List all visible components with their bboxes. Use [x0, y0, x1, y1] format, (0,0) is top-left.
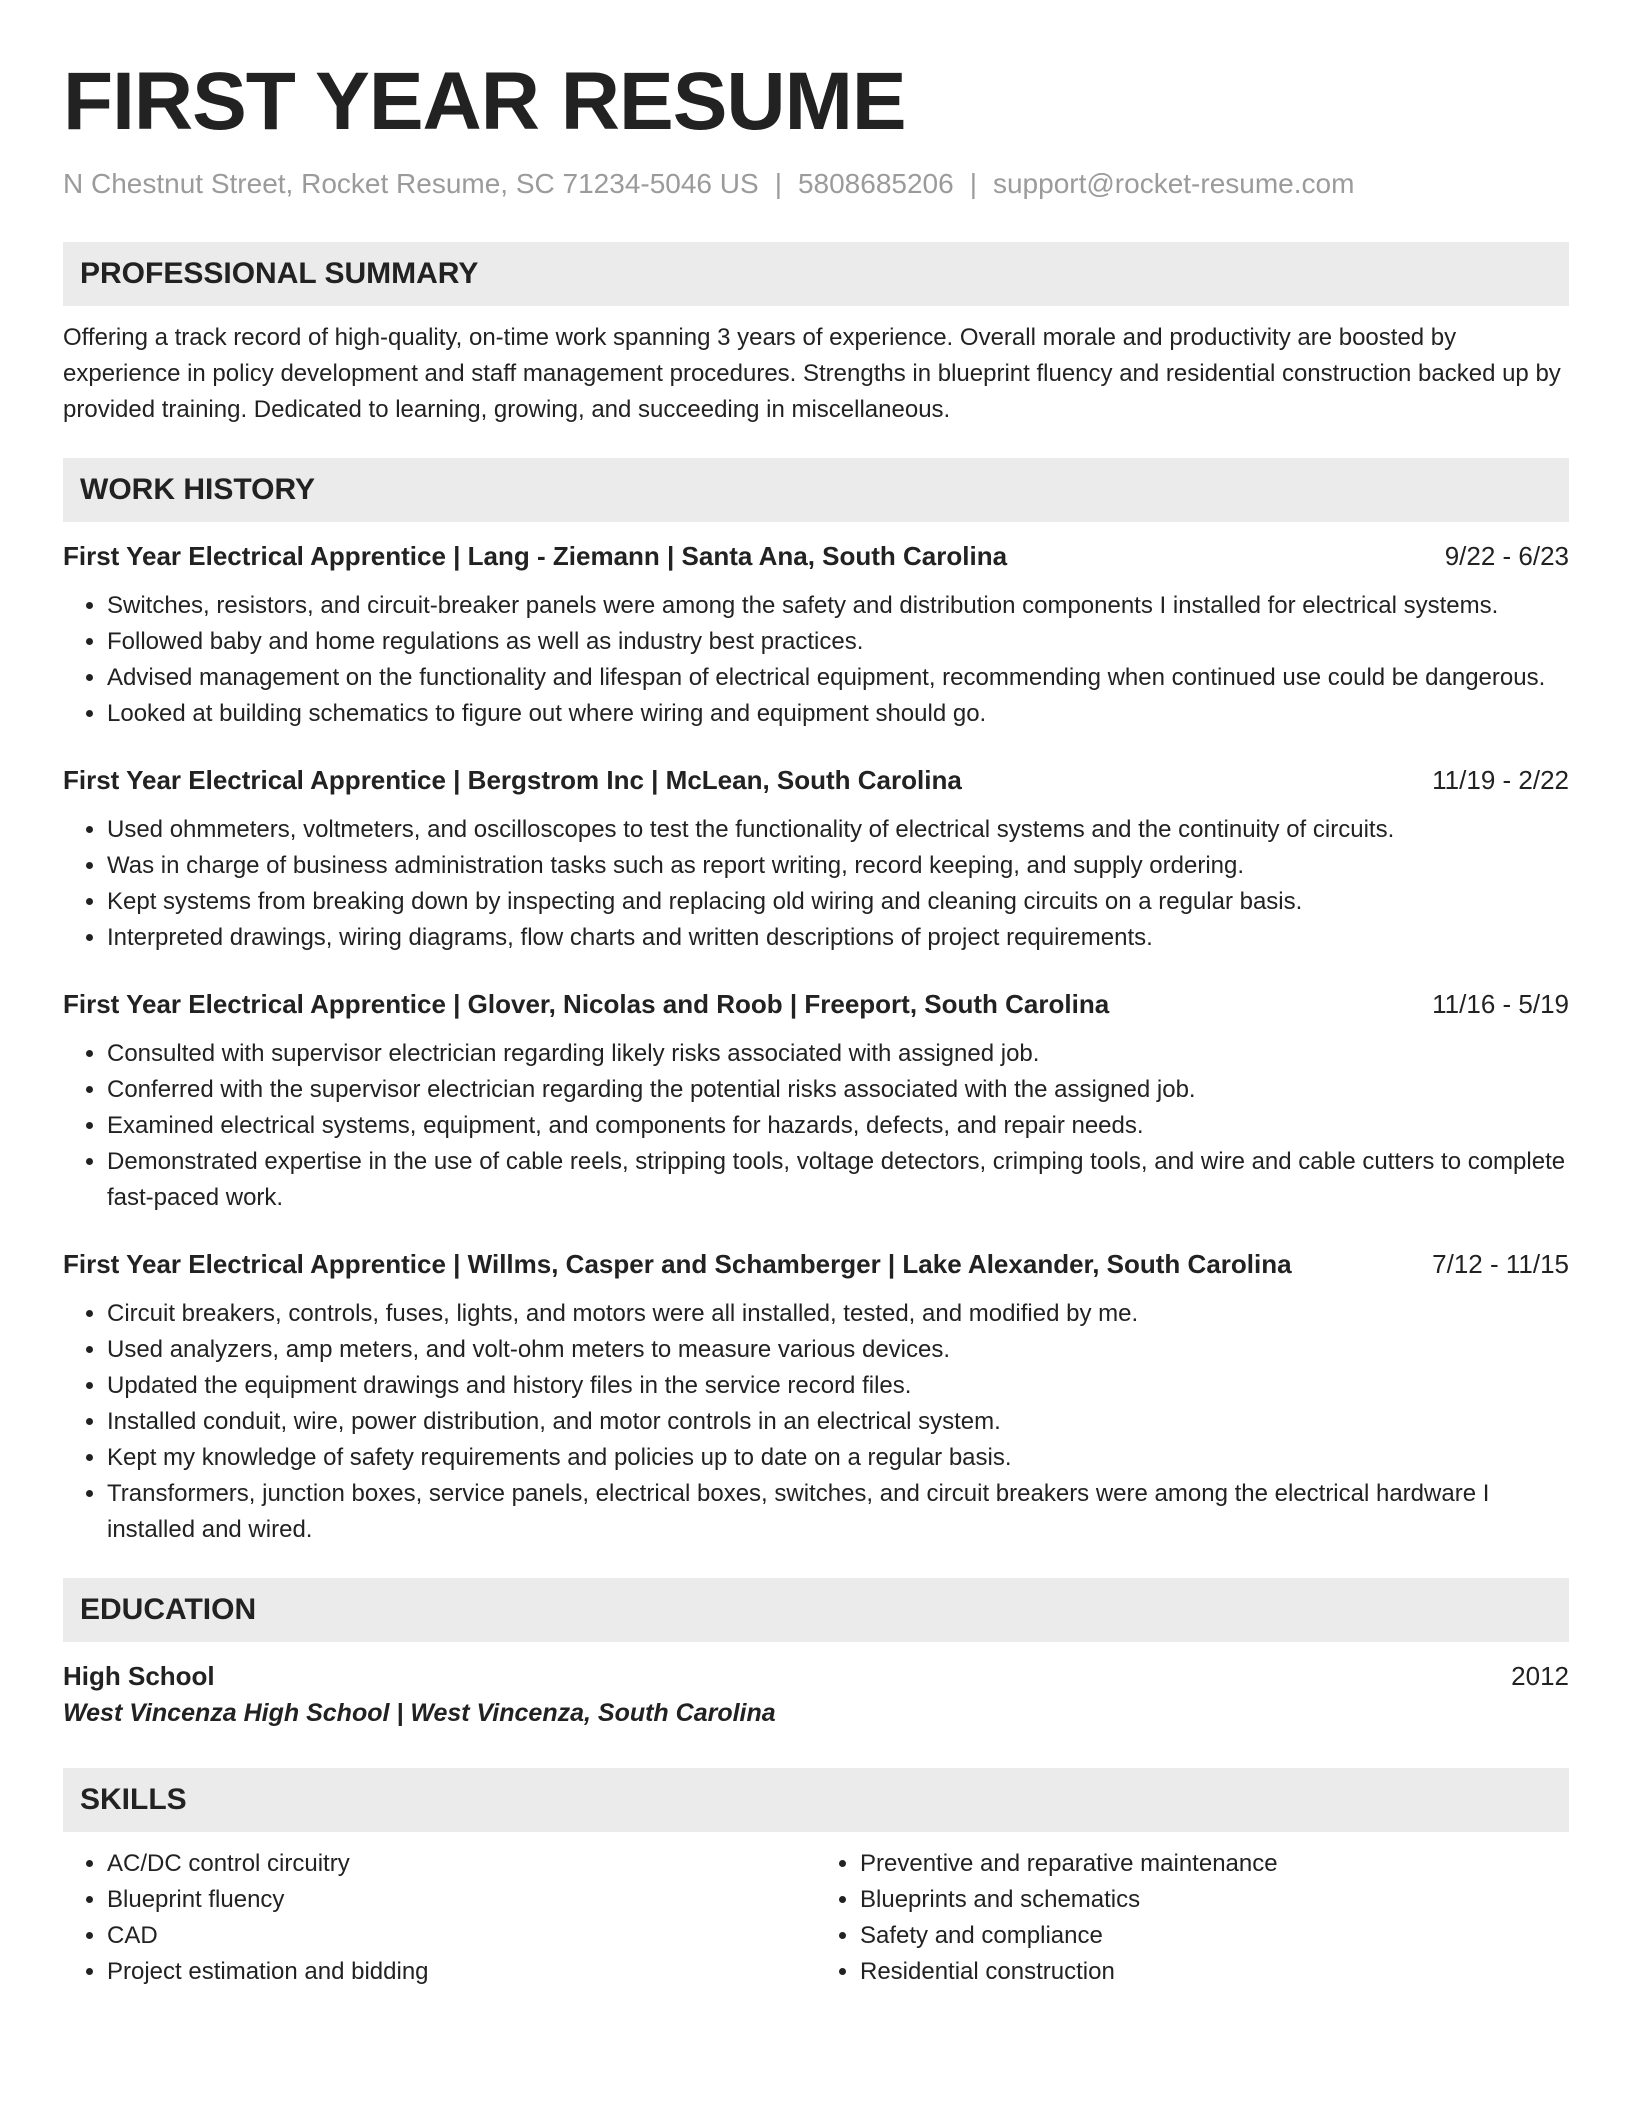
skills-left-column	[63, 1846, 816, 1990]
skill-item: • AC/DC control circuitry	[107, 1846, 816, 1882]
job-bullet: • Kept systems from breaking down by inspecting and replacing old wiring and cleaning circuits on a regular basis.	[107, 884, 1569, 920]
job-bullet: • Installed conduit, wire, power distribution, and motor controls in an electrical system.	[107, 1404, 1569, 1440]
skill-item: • Residential construction	[860, 1954, 1569, 1990]
job-bullet: • Interpreted drawings, wiring diagrams, flow charts and written descriptions of project requirements.	[107, 920, 1569, 956]
job-date: 11/19 - 2/22	[1432, 765, 1569, 795]
job-bullet: • Transformers, junction boxes, service panels, electrical boxes, switches, and circuit breakers were among the electrical hardware I installed and wired.	[107, 1476, 1569, 1548]
section-header-education: EDUCATION	[63, 1578, 1569, 1642]
job-bullets	[63, 1036, 1569, 1216]
contact-address: N Chestnut Street, Rocket Resume, SC 71234-5046 US	[63, 168, 759, 199]
job-bullet: • Switches, resistors, and circuit-breaker panels were among the safety and distribution components I installed for electrical systems.	[107, 588, 1569, 624]
job-bullet: • Demonstrated expertise in the use of cable reels, stripping tools, voltage detectors, crimping tools, and wire and cable cutters to complete fast-paced work.	[107, 1144, 1569, 1216]
skill-item: • Preventive and reparative maintenance	[860, 1846, 1569, 1882]
job-bullet: • Was in charge of business administration tasks such as report writing, record keeping, and supply ordering.	[107, 848, 1569, 884]
job-entry	[63, 1246, 1569, 1548]
job-bullet: • Updated the equipment drawings and history files in the service record files.	[107, 1368, 1569, 1404]
contact-phone: 5808685206	[797, 168, 954, 199]
job-bullet: • Advised management on the functionality and lifespan of electrical equipment, recommending when continued use could be dangerous.	[107, 660, 1569, 696]
contact-line	[63, 164, 1569, 204]
skill-item: • Blueprint fluency	[107, 1882, 816, 1918]
summary-text: Offering a track record of high-quality, on-time work spanning 3 years of experience. Overall morale and productivity are boosted by experience in policy development and staff management procedures. Strengths in blueprint fluency and residential construction backed up by provided training. Dedicated to learning, growing, and succeeding in miscellaneous.	[63, 324, 1561, 423]
job-bullet: • Consulted with supervisor electrician regarding likely risks associated with assigned job.	[107, 1036, 1569, 1072]
job-bullet: • Kept my knowledge of safety requirements and policies up to date on a regular basis.	[107, 1440, 1569, 1476]
skills-right-column	[816, 1846, 1569, 1990]
section-header-summary: PROFESSIONAL SUMMARY	[63, 242, 1569, 306]
education-heading-row	[63, 1658, 1569, 1694]
section-header-work-history: WORK HISTORY	[63, 458, 1569, 522]
skill-item: • CAD	[107, 1918, 816, 1954]
contact-separator: |	[969, 168, 977, 199]
job-bullet: • Conferred with the supervisor electrician regarding the potential risks associated with the assigned job.	[107, 1072, 1569, 1108]
job-bullets	[63, 588, 1569, 732]
skill-item: • Safety and compliance	[860, 1918, 1569, 1954]
resume-title: FIRST YEAR RESUME	[63, 56, 906, 147]
job-entry	[63, 762, 1569, 956]
job-heading: First Year Electrical Apprentice | Willms, Casper and Schamberger | Lake Alexander, South Carolina	[63, 1249, 1292, 1279]
job-heading-row	[63, 986, 1569, 1022]
skills-columns	[63, 1846, 1569, 1990]
skill-item: • Project estimation and bidding	[107, 1954, 816, 1990]
job-bullet: • Circuit breakers, controls, fuses, lights, and motors were all installed, tested, and modified by me.	[107, 1296, 1569, 1332]
job-heading-row	[63, 538, 1569, 574]
job-date: 7/12 - 11/15	[1432, 1249, 1569, 1279]
education-school: West Vincenza High School | West Vincenza, South Carolina	[63, 1699, 776, 1727]
education-degree: High School	[63, 1661, 215, 1691]
job-entry	[63, 986, 1569, 1216]
section-header-skills: SKILLS	[63, 1768, 1569, 1832]
job-bullet: • Used analyzers, amp meters, and volt-ohm meters to measure various devices.	[107, 1332, 1569, 1368]
job-entry	[63, 538, 1569, 732]
education-year: 2012	[1511, 1661, 1569, 1691]
job-bullets	[63, 1296, 1569, 1548]
job-bullets	[63, 812, 1569, 956]
job-bullet: • Used ohmmeters, voltmeters, and oscilloscopes to test the functionality of electrical systems and the continuity of circuits.	[107, 812, 1569, 848]
job-date: 11/16 - 5/19	[1432, 989, 1569, 1019]
job-bullet: • Followed baby and home regulations as well as industry best practices.	[107, 624, 1569, 660]
job-bullet: • Looked at building schematics to figure out where wiring and equipment should go.	[107, 696, 1569, 732]
job-heading: First Year Electrical Apprentice | Bergstrom Inc | McLean, South Carolina	[63, 765, 962, 795]
job-bullet: • Examined electrical systems, equipment, and components for hazards, defects, and repair needs.	[107, 1108, 1569, 1144]
job-heading-row	[63, 762, 1569, 798]
job-date: 9/22 - 6/23	[1444, 541, 1569, 571]
education-entry	[63, 1658, 1569, 1732]
contact-email: support@rocket-resume.com	[992, 168, 1355, 199]
contact-separator: |	[774, 168, 782, 199]
job-heading: First Year Electrical Apprentice | Glover, Nicolas and Roob | Freeport, South Carolina	[63, 989, 1110, 1019]
job-heading-row	[63, 1246, 1569, 1282]
job-heading: First Year Electrical Apprentice | Lang - Ziemann | Santa Ana, South Carolina	[63, 541, 1008, 571]
skill-item: • Blueprints and schematics	[860, 1882, 1569, 1918]
